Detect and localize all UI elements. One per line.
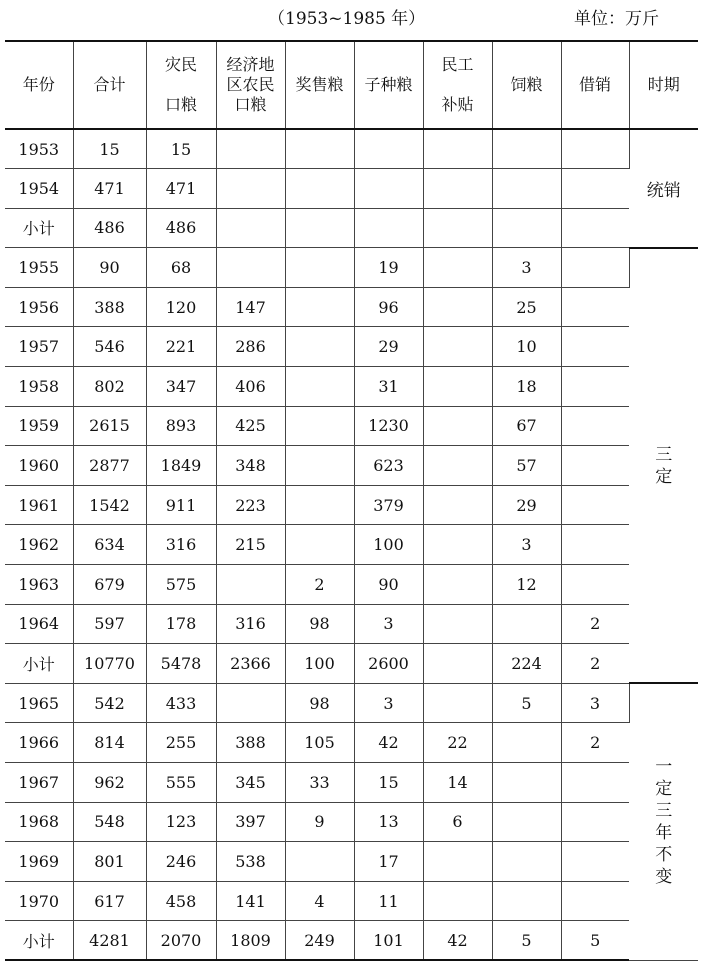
loan-cell: [561, 446, 629, 486]
subtotal-row: [5, 644, 698, 684]
seed-cell: 11: [354, 881, 423, 921]
period-label: 一定三年不变: [655, 757, 673, 888]
table-row: [5, 169, 698, 209]
loan-cell: 2: [561, 723, 629, 763]
col-header-reward: 奖售粮: [285, 41, 354, 129]
migrant-cell: [423, 287, 492, 327]
reward-cell: 100: [285, 644, 354, 684]
seed-cell: 31: [354, 367, 423, 407]
disaster-ration-cell: 255: [146, 723, 216, 763]
economic-ration-cell: [216, 565, 285, 605]
table-row: [5, 367, 698, 407]
reward-cell: [285, 367, 354, 407]
migrant-cell: [423, 446, 492, 486]
disaster-ration-cell: 15: [146, 129, 216, 169]
table-row: [5, 129, 698, 169]
loan-cell: 3: [561, 683, 629, 723]
col-header-migrant-line1: 民工: [441, 55, 474, 74]
total-cell: 1542: [73, 485, 146, 525]
year-cell: 小计: [5, 644, 73, 684]
seed-cell: 3: [354, 604, 423, 644]
migrant-cell: [423, 525, 492, 565]
table-row: [5, 881, 698, 921]
feed-cell: [492, 208, 561, 248]
subtotal-row: [5, 208, 698, 248]
col-header-feed: 饲粮: [492, 41, 561, 129]
feed-cell: 57: [492, 446, 561, 486]
migrant-cell: [423, 406, 492, 446]
total-cell: 617: [73, 881, 146, 921]
loan-cell: [561, 842, 629, 882]
migrant-cell: [423, 485, 492, 525]
loan-cell: [561, 763, 629, 803]
col-header-disaster-line1: 灾民: [164, 55, 197, 74]
reward-cell: 33: [285, 763, 354, 803]
total-cell: 90: [73, 248, 146, 288]
loan-cell: [561, 248, 629, 288]
year-cell: 1962: [5, 525, 73, 565]
migrant-cell: [423, 327, 492, 367]
economic-ration-cell: 345: [216, 763, 285, 803]
economic-ration-cell: [216, 208, 285, 248]
migrant-cell: [423, 169, 492, 209]
disaster-ration-cell: 347: [146, 367, 216, 407]
total-cell: 801: [73, 842, 146, 882]
feed-cell: 3: [492, 525, 561, 565]
reward-cell: [285, 208, 354, 248]
col-header-economic-line2: 区农民: [226, 75, 275, 94]
economic-ration-cell: 397: [216, 802, 285, 842]
feed-cell: 10: [492, 327, 561, 367]
year-cell: 1969: [5, 842, 73, 882]
disaster-ration-cell: 555: [146, 763, 216, 803]
year-cell: 小计: [5, 208, 73, 248]
year-cell: 1970: [5, 881, 73, 921]
col-header-disaster-line2: 口粮: [164, 95, 197, 114]
period-cell: [629, 248, 698, 684]
total-cell: 388: [73, 287, 146, 327]
col-header-total: 合计: [73, 41, 146, 129]
feed-cell: [492, 763, 561, 803]
seed-cell: 101: [354, 921, 423, 961]
seed-cell: [354, 208, 423, 248]
reward-cell: [285, 129, 354, 169]
loan-cell: [561, 327, 629, 367]
col-header-economic-line1: 经济地: [226, 55, 275, 74]
feed-cell: [492, 881, 561, 921]
seed-cell: 13: [354, 802, 423, 842]
loan-cell: [561, 565, 629, 605]
disaster-ration-cell: 5478: [146, 644, 216, 684]
period-label: 统销: [646, 180, 681, 201]
disaster-ration-cell: 316: [146, 525, 216, 565]
loan-cell: [561, 169, 629, 209]
total-cell: 814: [73, 723, 146, 763]
year-cell: 1968: [5, 802, 73, 842]
disaster-ration-cell: 120: [146, 287, 216, 327]
seed-cell: 623: [354, 446, 423, 486]
disaster-ration-cell: 1849: [146, 446, 216, 486]
feed-cell: 5: [492, 921, 561, 961]
table-row: [5, 446, 698, 486]
disaster-ration-cell: 575: [146, 565, 216, 605]
year-cell: 1959: [5, 406, 73, 446]
table-row: [5, 763, 698, 803]
loan-cell: [561, 287, 629, 327]
migrant-cell: [423, 842, 492, 882]
year-cell: 1964: [5, 604, 73, 644]
total-cell: 548: [73, 802, 146, 842]
economic-ration-cell: 147: [216, 287, 285, 327]
year-cell: 1960: [5, 446, 73, 486]
year-cell: 1958: [5, 367, 73, 407]
economic-ration-cell: [216, 248, 285, 288]
year-cell: 1957: [5, 327, 73, 367]
economic-ration-cell: 316: [216, 604, 285, 644]
economic-ration-cell: 388: [216, 723, 285, 763]
feed-cell: [492, 802, 561, 842]
col-header-year: 年份: [5, 41, 73, 129]
year-cell: 1956: [5, 287, 73, 327]
disaster-ration-cell: 2070: [146, 921, 216, 961]
migrant-cell: [423, 248, 492, 288]
feed-cell: 29: [492, 485, 561, 525]
table-row: [5, 248, 698, 288]
table-row: [5, 406, 698, 446]
feed-cell: [492, 723, 561, 763]
total-cell: 679: [73, 565, 146, 605]
year-cell: 1965: [5, 683, 73, 723]
seed-cell: 3: [354, 683, 423, 723]
disaster-ration-cell: 123: [146, 802, 216, 842]
migrant-cell: 6: [423, 802, 492, 842]
year-cell: 小计: [5, 921, 73, 961]
migrant-cell: [423, 565, 492, 605]
reward-cell: [285, 248, 354, 288]
disaster-ration-cell: 893: [146, 406, 216, 446]
reward-cell: [285, 287, 354, 327]
disaster-ration-cell: 486: [146, 208, 216, 248]
economic-ration-cell: 286: [216, 327, 285, 367]
migrant-cell: [423, 208, 492, 248]
total-cell: 2615: [73, 406, 146, 446]
migrant-cell: [423, 129, 492, 169]
seed-cell: 19: [354, 248, 423, 288]
loan-cell: [561, 485, 629, 525]
period-cell: [629, 683, 698, 960]
seed-cell: 96: [354, 287, 423, 327]
seed-cell: 15: [354, 763, 423, 803]
feed-cell: 18: [492, 367, 561, 407]
seed-cell: 90: [354, 565, 423, 605]
table-row: [5, 525, 698, 565]
reward-cell: [285, 485, 354, 525]
migrant-cell: 22: [423, 723, 492, 763]
reward-cell: [285, 169, 354, 209]
total-cell: 962: [73, 763, 146, 803]
feed-cell: [492, 604, 561, 644]
col-header-economic-line3: 口粮: [234, 95, 267, 114]
year-cell: 1953: [5, 129, 73, 169]
seed-cell: 17: [354, 842, 423, 882]
table-row: [5, 287, 698, 327]
year-cell: 1954: [5, 169, 73, 209]
disaster-ration-cell: 178: [146, 604, 216, 644]
table-row: [5, 327, 698, 367]
table-row: [5, 723, 698, 763]
table-row: [5, 565, 698, 605]
disaster-ration-cell: 433: [146, 683, 216, 723]
total-cell: 634: [73, 525, 146, 565]
migrant-cell: [423, 881, 492, 921]
total-cell: 546: [73, 327, 146, 367]
seed-cell: 100: [354, 525, 423, 565]
table-row: [5, 802, 698, 842]
col-header-economic-ration: [216, 41, 285, 129]
seed-cell: [354, 129, 423, 169]
table-caption: [0, 0, 703, 36]
loan-cell: [561, 208, 629, 248]
col-header-seed: 子种粮: [354, 41, 423, 129]
reward-cell: [285, 327, 354, 367]
col-header-migrant-line2: 补贴: [441, 95, 474, 114]
grain-supply-table: [5, 40, 698, 961]
economic-ration-cell: 406: [216, 367, 285, 407]
seed-cell: 2600: [354, 644, 423, 684]
total-cell: 10770: [73, 644, 146, 684]
reward-cell: 105: [285, 723, 354, 763]
col-header-disaster-ration: [146, 41, 216, 129]
total-cell: 4281: [73, 921, 146, 961]
table-row: [5, 842, 698, 882]
disaster-ration-cell: 911: [146, 485, 216, 525]
migrant-cell: 14: [423, 763, 492, 803]
col-header-period: 时期: [629, 41, 698, 129]
loan-cell: [561, 367, 629, 407]
reward-cell: 98: [285, 683, 354, 723]
feed-cell: 25: [492, 287, 561, 327]
economic-ration-cell: [216, 129, 285, 169]
total-cell: 2877: [73, 446, 146, 486]
reward-cell: 98: [285, 604, 354, 644]
feed-cell: 3: [492, 248, 561, 288]
subtotal-row: [5, 921, 698, 961]
economic-ration-cell: 348: [216, 446, 285, 486]
seed-cell: 29: [354, 327, 423, 367]
period-label: 三定: [655, 444, 673, 487]
reward-cell: [285, 842, 354, 882]
economic-ration-cell: 215: [216, 525, 285, 565]
seed-cell: 42: [354, 723, 423, 763]
total-cell: 802: [73, 367, 146, 407]
reward-cell: 4: [285, 881, 354, 921]
feed-cell: [492, 169, 561, 209]
economic-ration-cell: 2366: [216, 644, 285, 684]
unit-label: 单位：万斤: [574, 9, 659, 29]
economic-ration-cell: 141: [216, 881, 285, 921]
table-row: [5, 604, 698, 644]
year-range: （1953~1985 年）: [268, 9, 426, 29]
disaster-ration-cell: 458: [146, 881, 216, 921]
migrant-cell: 42: [423, 921, 492, 961]
feed-cell: [492, 842, 561, 882]
disaster-ration-cell: 471: [146, 169, 216, 209]
year-cell: 1967: [5, 763, 73, 803]
economic-ration-cell: 538: [216, 842, 285, 882]
feed-cell: 12: [492, 565, 561, 605]
economic-ration-cell: [216, 683, 285, 723]
col-header-loan: 借销: [561, 41, 629, 129]
year-cell: 1966: [5, 723, 73, 763]
total-cell: 542: [73, 683, 146, 723]
economic-ration-cell: 223: [216, 485, 285, 525]
disaster-ration-cell: 68: [146, 248, 216, 288]
reward-cell: [285, 406, 354, 446]
migrant-cell: [423, 367, 492, 407]
table-row: [5, 485, 698, 525]
year-cell: 1961: [5, 485, 73, 525]
year-cell: 1963: [5, 565, 73, 605]
economic-ration-cell: 1809: [216, 921, 285, 961]
migrant-cell: [423, 683, 492, 723]
total-cell: 486: [73, 208, 146, 248]
loan-cell: [561, 881, 629, 921]
migrant-cell: [423, 604, 492, 644]
loan-cell: [561, 525, 629, 565]
seed-cell: 1230: [354, 406, 423, 446]
period-cell: [629, 129, 698, 248]
feed-cell: 224: [492, 644, 561, 684]
disaster-ration-cell: 246: [146, 842, 216, 882]
economic-ration-cell: 425: [216, 406, 285, 446]
total-cell: 597: [73, 604, 146, 644]
reward-cell: 2: [285, 565, 354, 605]
year-cell: 1955: [5, 248, 73, 288]
economic-ration-cell: [216, 169, 285, 209]
disaster-ration-cell: 221: [146, 327, 216, 367]
reward-cell: 249: [285, 921, 354, 961]
loan-cell: [561, 802, 629, 842]
total-cell: 15: [73, 129, 146, 169]
loan-cell: [561, 129, 629, 169]
reward-cell: [285, 446, 354, 486]
reward-cell: 9: [285, 802, 354, 842]
feed-cell: 67: [492, 406, 561, 446]
loan-cell: 2: [561, 644, 629, 684]
loan-cell: 5: [561, 921, 629, 961]
migrant-cell: [423, 644, 492, 684]
header-row: [5, 41, 698, 129]
seed-cell: 379: [354, 485, 423, 525]
total-cell: 471: [73, 169, 146, 209]
reward-cell: [285, 525, 354, 565]
feed-cell: [492, 129, 561, 169]
feed-cell: 5: [492, 683, 561, 723]
table-row: [5, 683, 698, 723]
col-header-migrant: [423, 41, 492, 129]
loan-cell: 2: [561, 604, 629, 644]
loan-cell: [561, 406, 629, 446]
seed-cell: [354, 169, 423, 209]
